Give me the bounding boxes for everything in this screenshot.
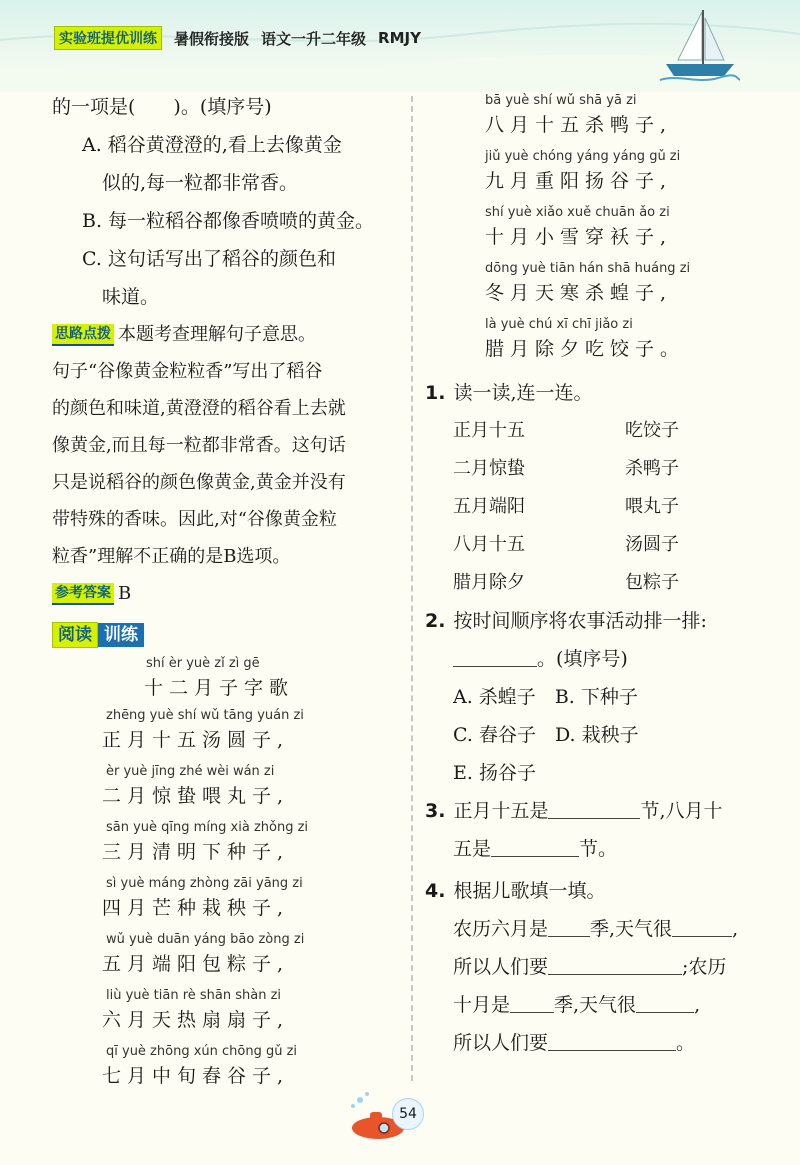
question-1: 1. 读一读,连一连。 — [425, 382, 593, 404]
option-b: B. 每一粒稻谷都像香喷喷的黄金。 — [82, 210, 375, 232]
pinyin-line: bā yuè shí wǔ shā yā zi — [485, 93, 637, 108]
option-c-line1: C. 这句话写出了稻谷的颜色和 — [82, 248, 336, 270]
poem-line: 冬月天寒杀蝗子, — [485, 282, 673, 304]
option-c: C. 舂谷子 — [453, 724, 536, 746]
poem-line: 七月中旬舂谷子, — [102, 1065, 290, 1087]
match-pair[interactable]: 五月端阳 喂丸子 — [453, 496, 679, 517]
pinyin-line: qī yuè zhōng xún chōng gǔ zi — [106, 1044, 298, 1059]
pinyin-line: shí yuè xiǎo xuě chuān ǎo zi — [485, 205, 670, 220]
poem-line: 六月天热扇扇子, — [102, 1009, 290, 1031]
pinyin-line: liù yuè tiān rè shān shàn zi — [106, 988, 282, 1003]
match-pair[interactable]: 二月惊蛰 杀鸭子 — [453, 458, 679, 479]
answer-line — [52, 575, 404, 612]
page-number: 54 — [392, 1098, 424, 1130]
q4-line: 农历六月是 季,天气很 , — [453, 918, 739, 940]
answer-blank[interactable] — [548, 956, 682, 975]
answer-tag: 参考答案 — [52, 583, 114, 605]
poem-line: 二月惊蛰喂丸子, — [102, 785, 290, 807]
analysis-line: 句子“谷像黄金粒粒香”写出了稻谷 — [52, 361, 323, 382]
sailboat-icon — [658, 8, 740, 84]
poem-line: 腊月除夕吃饺子。 — [485, 338, 686, 360]
pinyin-line: sì yuè máng zhòng zāi yāng zi — [106, 876, 303, 891]
option-d: D. 栽秧子 — [554, 724, 639, 746]
question-3-cont: 五是 节。 — [453, 838, 618, 860]
answer-blank[interactable] — [548, 1032, 676, 1051]
q2-options-row — [425, 678, 770, 716]
poem-line: 正月十五汤圆子, — [102, 729, 290, 751]
match-pair[interactable]: 腊月除夕 包粽子 — [453, 572, 679, 593]
option-a-line2: 似的,每一粒都非常香。 — [102, 172, 299, 194]
edition-label: 暑假衔接版 — [174, 29, 250, 48]
analysis-line: 思路点拨 本题考查理解句子意思。 — [52, 316, 404, 353]
pinyin-line: là yuè chú xī chī jiǎo zi — [485, 317, 633, 332]
pinyin-line: zhēng yuè shí wǔ tāng yuán zi — [106, 708, 304, 723]
grade-label: 语文一升二年级 — [261, 29, 367, 48]
pinyin-line: dōng yuè tiān hán shā huáng zi — [485, 261, 691, 276]
poem-title: 十二月子字歌 — [144, 677, 295, 699]
match-pair[interactable]: 正月十五 吃饺子 — [453, 420, 679, 441]
analysis-line: 像黄金,而且每一粒都非常香。这句话 — [52, 435, 346, 456]
q4-line: 所以人们要 。 — [453, 1032, 696, 1054]
header-line — [54, 26, 421, 50]
poem-line: 三月清明下种子, — [102, 841, 290, 863]
answer-blank[interactable] — [548, 918, 590, 937]
right-column — [425, 88, 770, 1062]
column-divider — [411, 96, 413, 1081]
question-3: 3. 正月十五是 节,八月十 — [425, 800, 723, 822]
poem-line: 十月小雪穿袄子, — [485, 226, 673, 248]
question-4: 4. 根据儿歌填一填。 — [425, 880, 606, 902]
poem-line: 五月端阳包粽子, — [102, 953, 290, 975]
pinyin-line: èr yuè jīng zhé wèi wán zi — [106, 764, 275, 779]
question-tail: 的一项是( )。(填序号) — [52, 96, 272, 118]
poem-line: 九月重阳扬谷子, — [485, 170, 673, 192]
publisher-code: RMJY — [378, 29, 421, 47]
match-pair[interactable]: 八月十五 汤圆子 — [453, 534, 679, 555]
answer-blank[interactable] — [548, 800, 640, 819]
answer-blank[interactable] — [636, 994, 694, 1013]
poem-line: 四月芒种栽秧子, — [102, 897, 290, 919]
q2-options-row — [425, 716, 770, 754]
question-2-answer-line: 。(填序号) — [425, 640, 770, 678]
left-column — [52, 88, 404, 1091]
poem-line: 八月十五杀鸭子, — [485, 114, 673, 136]
analysis-line: 只是说稻谷的颜色像黄金,黄金并没有 — [52, 472, 346, 493]
analysis-tag: 思路点拨 — [52, 324, 114, 346]
option-c-line2: 味道。 — [102, 286, 160, 308]
answer-blank[interactable] — [453, 648, 537, 667]
analysis-line: 粒香”理解不正确的是B选项。 — [52, 546, 291, 567]
answer-blank[interactable] — [672, 918, 732, 937]
pinyin-line: jiǔ yuè chóng yáng yáng gǔ zi — [485, 149, 681, 164]
series-brand: 实验班提优训练 — [54, 26, 162, 50]
option-a: A. 杀蝗子 — [453, 686, 536, 708]
option-a-line1: A. 稻谷黄澄澄的,看上去像黄金 — [82, 134, 342, 156]
option-e: E. 扬谷子 — [453, 762, 536, 784]
analysis-line: 带特殊的香味。因此,对“谷像黄金粒 — [52, 509, 337, 530]
option-b: B. 下种子 — [554, 686, 638, 708]
poem-title-pinyin: shí èr yuè zǐ zì gē — [146, 656, 260, 671]
answer-value: B — [118, 583, 132, 604]
reading-training-label: 阅读 训练 — [52, 620, 144, 645]
q4-line: 十月是 季,天气很 , — [453, 994, 701, 1016]
header-banner — [0, 0, 800, 92]
q2-options-row — [425, 754, 770, 792]
pinyin-line: wǔ yuè duān yáng bāo zòng zi — [106, 932, 305, 947]
answer-blank[interactable] — [510, 994, 554, 1013]
question-2: 2. 按时间顺序将农事活动排一排: — [425, 610, 707, 632]
answer-blank[interactable] — [491, 838, 579, 857]
analysis-line: 的颜色和味道,黄澄澄的稻谷看上去就 — [52, 398, 346, 419]
pinyin-line: sān yuè qīng míng xià zhǒng zi — [106, 820, 309, 835]
q4-line: 所以人们要 ;农历 — [453, 956, 727, 978]
